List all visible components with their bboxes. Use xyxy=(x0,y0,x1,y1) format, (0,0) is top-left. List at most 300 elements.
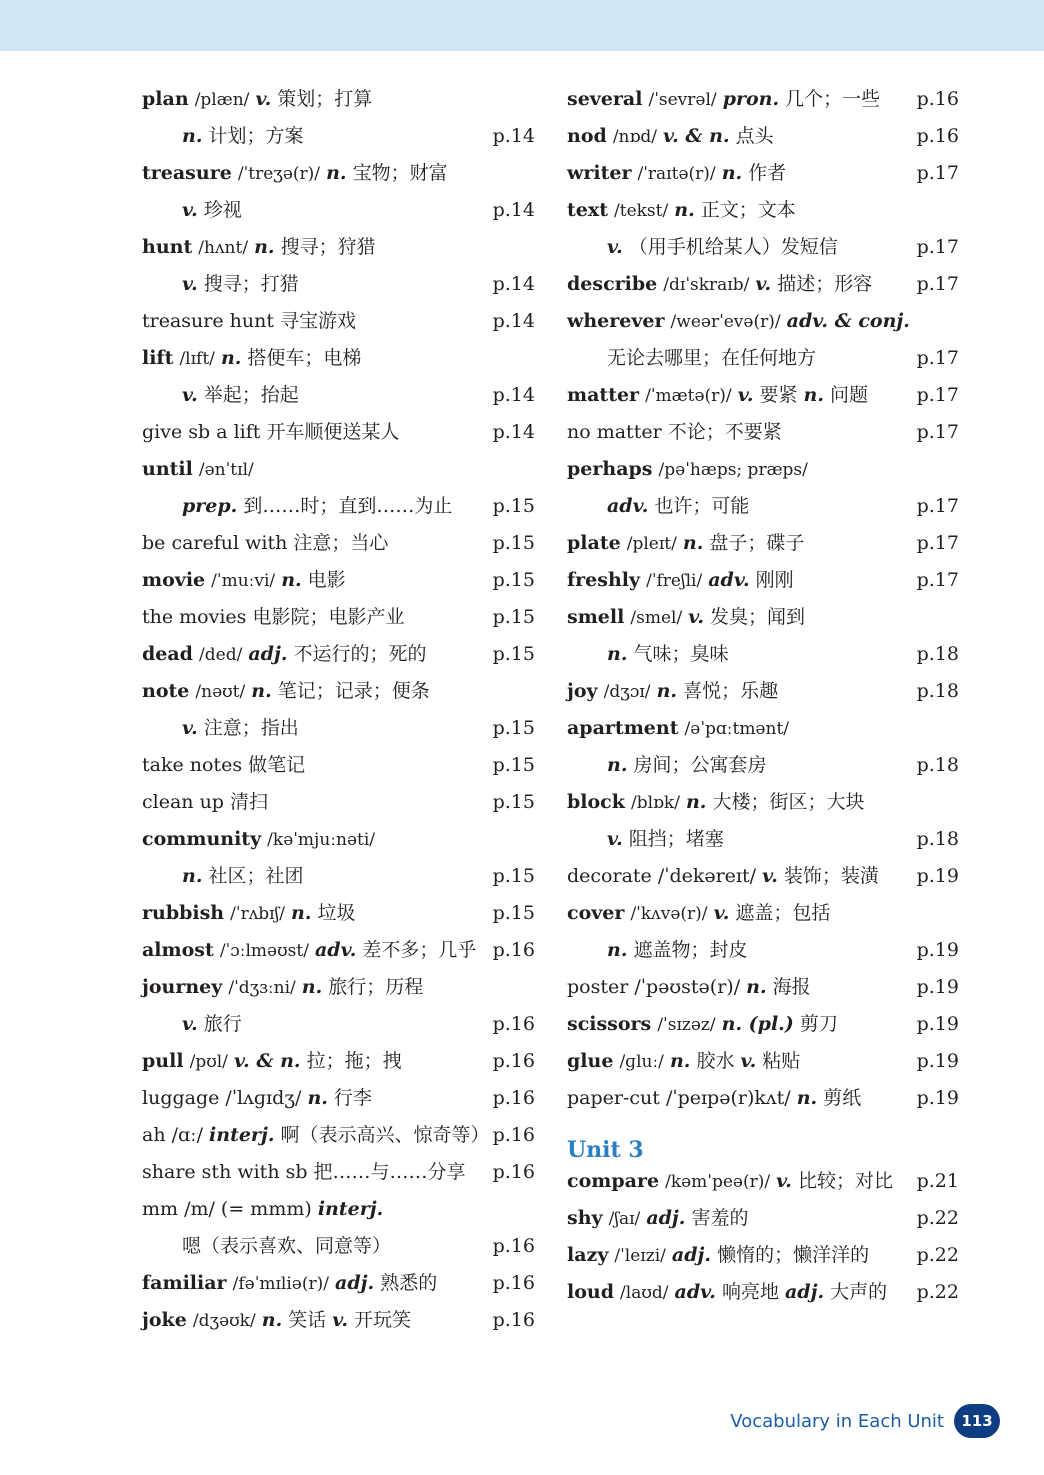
pronunciation: /nɒd/ xyxy=(612,127,657,147)
vocab-continuation-row xyxy=(567,488,959,525)
part-of-speech: n. xyxy=(291,902,312,924)
vocab-entry-row xyxy=(142,303,535,340)
headword: community xyxy=(142,828,262,850)
vocab-entry-row xyxy=(142,1080,535,1117)
entry-text xyxy=(142,932,476,970)
entry-text xyxy=(567,155,786,193)
part-of-speech: n. xyxy=(281,569,302,591)
vocab-entry-row xyxy=(142,340,535,377)
page-reference: p.14 xyxy=(492,421,535,443)
entry-text xyxy=(567,1274,887,1312)
entry-text xyxy=(567,377,868,415)
part-of-speech: n. xyxy=(746,976,767,998)
vocabulary-column-left xyxy=(142,81,535,1339)
vocab-continuation-row xyxy=(142,858,535,895)
pronunciation: /ɡluː/ xyxy=(619,1052,664,1072)
vocab-entry-row xyxy=(567,599,959,636)
phrase: paper-cut /ˈpeɪpə(r)kʌt/ xyxy=(567,1087,791,1109)
part-of-speech: adv. & conj. xyxy=(786,310,910,332)
entry-text xyxy=(142,1043,402,1081)
part-of-speech: v. xyxy=(607,828,623,850)
pronunciation: /plæn/ xyxy=(194,90,250,110)
meaning: 注意；指出 xyxy=(203,717,299,739)
part-of-speech: adv. xyxy=(314,939,357,961)
meaning: 到……时；直到……为止 xyxy=(243,495,453,517)
meaning: 剪刀 xyxy=(799,1013,838,1035)
headword: rubbish xyxy=(142,902,225,924)
headword: note xyxy=(142,680,190,702)
part-of-speech: adv. xyxy=(708,569,750,591)
vocab-entry-row xyxy=(567,192,959,229)
pronunciation: /lɪft/ xyxy=(179,349,215,369)
entry-text xyxy=(567,969,811,1006)
meaning: 嗯（表示喜欢、同意等） xyxy=(182,1235,392,1257)
pronunciation: /kəˈmjuːnəti/ xyxy=(267,830,376,850)
entry-text xyxy=(567,1237,869,1275)
page-reference: p.14 xyxy=(492,199,535,221)
part-of-speech: n. xyxy=(674,199,695,221)
page-reference: p.16 xyxy=(916,125,959,147)
meaning: 举起；抬起 xyxy=(203,384,299,406)
meaning: 大声的 xyxy=(830,1281,888,1303)
meaning: 海报 xyxy=(772,976,811,998)
vocab-entry-row xyxy=(567,525,959,562)
entry-text xyxy=(142,784,268,821)
meaning: 粘贴 xyxy=(762,1050,801,1072)
meaning: 搭便车；电梯 xyxy=(247,347,362,369)
headword: describe xyxy=(567,273,658,295)
entry-text xyxy=(567,562,794,600)
page-reference: p.15 xyxy=(492,606,535,628)
headword: glue xyxy=(567,1050,614,1072)
vocab-entry-row xyxy=(567,858,959,895)
vocab-continuation-row xyxy=(142,710,535,747)
vocab-entry-row xyxy=(567,1043,959,1080)
vocabulary-column-right xyxy=(567,81,959,1311)
phrase: treasure hunt 寻宝游戏 xyxy=(142,310,357,332)
headword: scissors xyxy=(567,1013,652,1035)
vocab-entry-row xyxy=(142,229,535,266)
meaning: 响亮地 xyxy=(721,1281,779,1303)
page-reference: p.16 xyxy=(492,1235,535,1257)
meaning: 无论去哪里；在任何地方 xyxy=(607,347,817,369)
page-reference: p.17 xyxy=(916,162,959,184)
meaning: 不运行的；死的 xyxy=(293,643,427,665)
pronunciation: /fəˈmɪliə(r)/ xyxy=(232,1274,329,1294)
vocab-entry-row xyxy=(567,377,959,414)
pronunciation: /ˈmuːvi/ xyxy=(211,571,276,591)
vocab-continuation-row xyxy=(142,266,535,303)
meaning: 要紧 xyxy=(759,384,798,406)
pronunciation: /kəmˈpeə(r)/ xyxy=(665,1172,771,1192)
meaning: 策划；打算 xyxy=(277,88,373,110)
headword: writer xyxy=(567,162,632,184)
meaning: 房间；公寓套房 xyxy=(633,754,767,776)
part-of-speech: v. xyxy=(332,1309,349,1331)
part-of-speech: v. xyxy=(182,717,198,739)
headword: text xyxy=(567,199,608,221)
headword: until xyxy=(142,458,193,480)
vocab-entry-row xyxy=(567,155,959,192)
phrase: take notes 做笔记 xyxy=(142,754,306,776)
page-reference: p.19 xyxy=(916,1013,959,1035)
vocab-entry-row xyxy=(142,1043,535,1080)
entry-text xyxy=(567,1163,893,1201)
page-reference: p.19 xyxy=(916,865,959,887)
vocab-continuation-row xyxy=(142,377,535,414)
pronunciation: /pəˈhæps; præps/ xyxy=(658,460,808,480)
meaning: 遮盖；包括 xyxy=(735,902,831,924)
unit-heading: Unit 3 xyxy=(567,1137,644,1163)
vocab-continuation-row xyxy=(567,747,959,784)
pronunciation: /blɒk/ xyxy=(630,793,680,813)
meaning: 气味；臭味 xyxy=(633,643,729,665)
page-reference: p.19 xyxy=(916,939,959,961)
page-reference: p.17 xyxy=(916,347,959,369)
part-of-speech: v. xyxy=(182,384,198,406)
meaning: 旅行；历程 xyxy=(328,976,424,998)
entry-text xyxy=(567,747,767,784)
meaning: 遮盖物；封皮 xyxy=(633,939,748,961)
part-of-speech: v. xyxy=(255,88,272,110)
meaning: 大楼；街区；大块 xyxy=(712,791,865,813)
vocab-continuation-row xyxy=(567,229,959,266)
part-of-speech: n. (pl.) xyxy=(721,1013,794,1035)
part-of-speech: adj. xyxy=(646,1207,686,1229)
part-of-speech: adj. xyxy=(671,1244,712,1266)
entry-text xyxy=(142,118,304,155)
headword: freshly xyxy=(567,569,641,591)
vocab-entry-row xyxy=(142,1265,535,1302)
part-of-speech: n. xyxy=(656,680,678,702)
entry-text xyxy=(567,710,789,748)
pronunciation: /nəʊt/ xyxy=(195,682,246,702)
vocab-continuation-row xyxy=(142,488,535,525)
headword: familiar xyxy=(142,1272,227,1294)
pronunciation: /laʊd/ xyxy=(620,1283,669,1303)
headword: apartment xyxy=(567,717,679,739)
page-reference: p.16 xyxy=(492,1124,535,1146)
vocab-continuation-row xyxy=(567,636,959,673)
page-footer xyxy=(700,1403,1000,1439)
meaning: 问题 xyxy=(830,384,869,406)
pronunciation: /pleɪt/ xyxy=(626,534,677,554)
vocab-entry-row xyxy=(567,303,959,340)
page-reference: p.22 xyxy=(916,1207,959,1229)
meaning: 正文；文本 xyxy=(700,199,796,221)
meaning: 搜寻；打猎 xyxy=(203,273,299,295)
entry-text xyxy=(142,1154,466,1191)
entry-text xyxy=(567,599,805,637)
entry-text xyxy=(142,562,346,600)
pronunciation: /ˈleɪzi/ xyxy=(614,1246,666,1266)
entry-text xyxy=(142,488,452,525)
headword: hunt xyxy=(142,236,193,258)
entry-text xyxy=(567,932,748,969)
page-reference: p.15 xyxy=(492,569,535,591)
headword: loud xyxy=(567,1281,614,1303)
part-of-speech: adj. xyxy=(248,643,288,665)
meaning: 剪纸 xyxy=(823,1087,862,1109)
part-of-speech: n. xyxy=(220,347,242,369)
entry-text xyxy=(142,155,448,193)
vocab-entry-row xyxy=(567,81,959,118)
meaning: 胶水 xyxy=(696,1050,735,1072)
vocab-entry-row xyxy=(142,821,535,858)
pronunciation: /weərˈevə(r)/ xyxy=(670,312,781,332)
part-of-speech: v. xyxy=(182,199,198,221)
entry-text xyxy=(567,1043,800,1081)
vocab-entry-row xyxy=(567,710,959,747)
vocab-entry-row xyxy=(567,451,959,488)
pronunciation: /smel/ xyxy=(630,608,683,628)
page-reference: p.17 xyxy=(916,236,959,258)
headword: smell xyxy=(567,606,625,628)
vocab-entry-row xyxy=(567,414,959,451)
phrase: poster /ˈpəʊstə(r)/ xyxy=(567,976,741,998)
page-reference: p.15 xyxy=(492,902,535,924)
page-reference: p.17 xyxy=(916,384,959,406)
entry-text xyxy=(142,377,299,414)
vocab-entry-row xyxy=(567,1006,959,1043)
vocab-entry-row xyxy=(142,451,535,488)
meaning: 旅行 xyxy=(203,1013,242,1035)
phrase: clean up 清扫 xyxy=(142,791,269,813)
page-reference: p.15 xyxy=(492,754,535,776)
meaning: 装饰；装潢 xyxy=(783,865,879,887)
page-reference: p.17 xyxy=(916,273,959,295)
entry-text xyxy=(142,1006,242,1043)
pronunciation: /ˈkʌvə(r)/ xyxy=(630,904,708,924)
part-of-speech: n. xyxy=(307,1087,328,1109)
headword: perhaps xyxy=(567,458,653,480)
headword: dead xyxy=(142,643,193,665)
part-of-speech: interj. xyxy=(209,1124,275,1146)
phrase: luggage /ˈlʌɡɪdʒ/ xyxy=(142,1087,302,1109)
part-of-speech: n. xyxy=(254,236,275,258)
page-reference: p.16 xyxy=(916,88,959,110)
page-reference: p.19 xyxy=(916,976,959,998)
vocab-entry-row xyxy=(567,1200,959,1237)
page-reference: p.16 xyxy=(492,1087,535,1109)
vocab-entry-row xyxy=(142,636,535,673)
vocab-entry-row xyxy=(567,1274,959,1311)
part-of-speech: n. xyxy=(182,125,203,147)
page-reference: p.15 xyxy=(492,791,535,813)
entry-text xyxy=(142,636,427,674)
entry-text xyxy=(567,895,830,933)
pronunciation: /dʒɔɪ/ xyxy=(603,682,651,702)
entry-text xyxy=(142,673,430,711)
pronunciation: /dʒəʊk/ xyxy=(192,1311,256,1331)
meaning: 阻挡；堵塞 xyxy=(628,828,724,850)
page-reference: p.15 xyxy=(492,495,535,517)
entry-text xyxy=(567,266,872,304)
meaning: 熟悉的 xyxy=(380,1272,438,1294)
entry-text xyxy=(142,1117,490,1154)
entry-text xyxy=(142,266,299,303)
meaning: 电影 xyxy=(307,569,346,591)
entry-text xyxy=(142,969,423,1007)
part-of-speech: v. xyxy=(607,236,623,258)
meaning: 笑话 xyxy=(288,1309,327,1331)
pronunciation: /ˈtreʒə(r)/ xyxy=(237,164,321,184)
meaning: 几个；一些 xyxy=(785,88,881,110)
part-of-speech: n. xyxy=(682,532,704,554)
page-reference: p.22 xyxy=(916,1244,959,1266)
page-reference: p.17 xyxy=(916,569,959,591)
meaning: 开玩笑 xyxy=(354,1309,412,1331)
vocab-entry-row xyxy=(567,562,959,599)
entry-text xyxy=(142,710,299,747)
entry-text xyxy=(567,229,838,266)
pronunciation: /ʃaɪ/ xyxy=(608,1209,641,1229)
vocab-entry-row xyxy=(142,1302,535,1339)
part-of-speech: n. xyxy=(796,1087,818,1109)
headword: journey xyxy=(142,976,223,998)
entry-text xyxy=(142,1080,372,1117)
part-of-speech: n. xyxy=(607,643,628,665)
vocab-entry-row xyxy=(142,932,535,969)
pronunciation: /əˈpɑːtmənt/ xyxy=(684,719,790,739)
page-reference: p.14 xyxy=(492,310,535,332)
meaning: 差不多；几乎 xyxy=(362,939,477,961)
pronunciation: /dɪˈskraɪb/ xyxy=(663,275,750,295)
part-of-speech: adv. xyxy=(674,1281,716,1303)
vocab-continuation-row xyxy=(142,1228,535,1265)
vocab-entry-row xyxy=(567,1237,959,1274)
page-reference: p.14 xyxy=(492,384,535,406)
vocab-entry-row xyxy=(567,784,959,821)
page-reference: p.18 xyxy=(916,643,959,665)
entry-text xyxy=(142,229,376,267)
page-reference: p.16 xyxy=(492,939,535,961)
page-reference: p.15 xyxy=(492,643,535,665)
entry-text xyxy=(567,673,778,711)
meaning: 计划；方案 xyxy=(208,125,304,147)
meaning: （用手机给某人）发短信 xyxy=(628,236,838,258)
page-reference: p.14 xyxy=(492,273,535,295)
headword: plan xyxy=(142,88,189,110)
entry-text xyxy=(142,1265,437,1303)
page-reference: p.14 xyxy=(492,125,535,147)
pronunciation: /ənˈtɪl/ xyxy=(198,460,254,480)
footer-title: Vocabulary in Each Unit xyxy=(730,1410,944,1432)
meaning: 作者 xyxy=(748,162,787,184)
entry-text xyxy=(142,451,254,489)
entry-text xyxy=(142,747,305,784)
pronunciation: /ˈrʌbɪʃ/ xyxy=(230,904,285,924)
part-of-speech: pron. xyxy=(722,88,780,110)
part-of-speech: v. xyxy=(182,1013,198,1035)
vocab-entry-row xyxy=(142,525,535,562)
part-of-speech: interj. xyxy=(317,1198,384,1220)
meaning: 发臭；闻到 xyxy=(710,606,806,628)
vocab-entry-row xyxy=(567,969,959,1006)
page-reference: p.16 xyxy=(492,1161,535,1183)
part-of-speech: prep. xyxy=(182,495,238,517)
page-reference: p.17 xyxy=(916,421,959,443)
page-reference: p.16 xyxy=(492,1013,535,1035)
page-number-badge: 113 xyxy=(954,1404,1000,1438)
part-of-speech: v. & n. xyxy=(233,1050,301,1072)
headword: joke xyxy=(142,1309,187,1331)
entry-text xyxy=(142,414,399,451)
part-of-speech: n. xyxy=(685,791,707,813)
vocab-entry-row xyxy=(142,155,535,192)
phrase: the movies 电影院；电影产业 xyxy=(142,606,405,628)
entry-text xyxy=(142,340,361,378)
headword: almost xyxy=(142,939,214,961)
page-reference: p.19 xyxy=(916,1050,959,1072)
page-reference: p.18 xyxy=(916,680,959,702)
page-reference: p.19 xyxy=(916,1087,959,1109)
vocab-continuation-row xyxy=(567,340,959,377)
part-of-speech: n. xyxy=(607,939,628,961)
entry-text xyxy=(567,821,724,858)
pronunciation: /ded/ xyxy=(199,645,243,665)
vocab-entry-row xyxy=(142,969,535,1006)
headword: pull xyxy=(142,1050,184,1072)
meaning: 刚刚 xyxy=(755,569,794,591)
vocab-entry-row xyxy=(142,1154,535,1191)
part-of-speech: adj. xyxy=(785,1281,825,1303)
part-of-speech: n. xyxy=(607,754,628,776)
meaning: 喜悦；乐趣 xyxy=(683,680,779,702)
vocab-entry-row xyxy=(142,1191,535,1228)
entry-text xyxy=(142,525,388,562)
headword: lift xyxy=(142,347,174,369)
headword: lazy xyxy=(567,1244,609,1266)
vocab-entry-row xyxy=(142,1117,535,1154)
entry-text xyxy=(567,192,796,230)
pronunciation: /tekst/ xyxy=(614,201,669,221)
part-of-speech: n. xyxy=(182,865,203,887)
phrase: decorate /ˈdekəreɪt/ xyxy=(567,865,757,887)
phrase: be careful with 注意；当心 xyxy=(142,532,389,554)
phrase: mm /m/ (= mmm) xyxy=(142,1198,312,1220)
part-of-speech: v. xyxy=(688,606,704,628)
vocab-entry-row xyxy=(567,895,959,932)
entry-text xyxy=(142,1302,411,1340)
meaning: 啊（表示高兴、惊奇等） xyxy=(280,1124,490,1146)
headword: wherever xyxy=(567,310,665,332)
entry-text xyxy=(567,1080,861,1117)
page-reference: p.16 xyxy=(492,1050,535,1072)
phrase: no matter 不论；不要紧 xyxy=(567,421,782,443)
vocab-entry-row xyxy=(142,81,535,118)
page-reference: p.16 xyxy=(492,1309,535,1331)
pronunciation: /ˈfreʃli/ xyxy=(646,571,703,591)
part-of-speech: v. xyxy=(740,1050,757,1072)
vocab-continuation-row xyxy=(567,821,959,858)
vocab-entry-row xyxy=(567,266,959,303)
entry-text xyxy=(142,1191,383,1228)
meaning: 宝物；财富 xyxy=(352,162,448,184)
vocab-entry-row xyxy=(142,895,535,932)
vocab-entry-row xyxy=(567,1163,959,1200)
entry-text xyxy=(567,636,729,673)
vocab-entry-row xyxy=(142,784,535,821)
top-header-band xyxy=(0,0,1044,51)
entry-text xyxy=(567,858,879,895)
vocab-continuation-row xyxy=(567,932,959,969)
page-reference: p.17 xyxy=(916,532,959,554)
meaning: 点头 xyxy=(735,125,774,147)
meaning: 搜寻；狩猎 xyxy=(280,236,376,258)
meaning: 珍视 xyxy=(203,199,242,221)
headword: block xyxy=(567,791,625,813)
